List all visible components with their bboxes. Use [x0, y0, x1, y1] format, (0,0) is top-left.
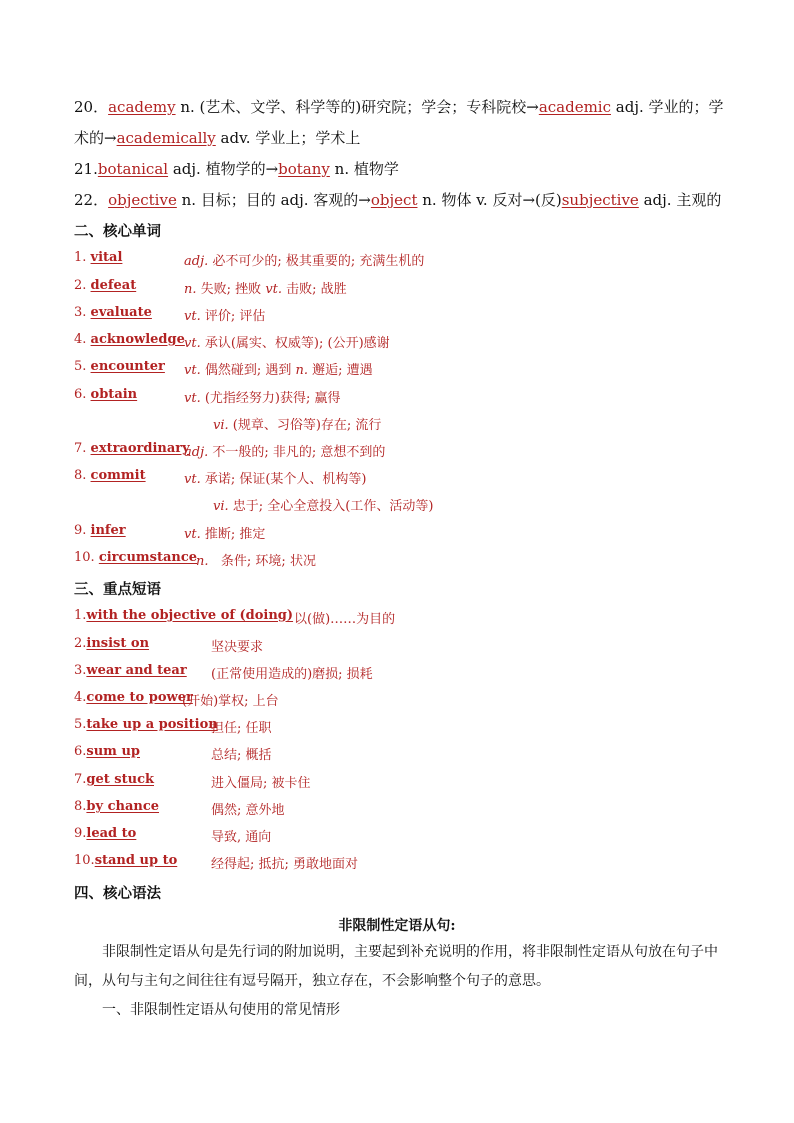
entry-20-cont: 术的→academically adv. 学业上；学术上: [74, 129, 361, 147]
phrase-row: 3.wear and tear (正常使用造成的)磨损; 损耗: [74, 663, 373, 682]
entry-21: 21.botanical adj. 植物学的→botany n. 植物学: [74, 160, 399, 178]
phrase-row: 2.insist on 坚决要求: [74, 636, 264, 655]
entry-derivative: subjective: [561, 191, 639, 209]
section-heading-key-phrases: 三、重点短语: [74, 581, 161, 598]
phrase-row: 6.sum up 总结; 概括: [74, 744, 272, 763]
word-row: 10. circumstance n. 条件; 环境; 状况: [74, 550, 316, 569]
entry-derivative: botany: [278, 160, 330, 178]
word-row: 8. commit vt. 承诺; 保证(某个人、机构等): [74, 468, 367, 487]
phrase-row: 5.take up a position 担任; 任职: [74, 717, 272, 736]
entry-20: 20．academy n. (艺术、文学、科学等的)研究院；学会；专科院校→academic adj. 学业的；学: [74, 98, 724, 116]
phrase-row: 9.lead to 导致, 通向: [74, 826, 272, 845]
grammar-title: 非限制性定语从句:: [338, 918, 456, 934]
word-row: 3. evaluate vt. 评价; 评估: [74, 305, 266, 324]
section-heading-core-grammar: 四、核心语法: [74, 885, 161, 902]
phrase-row: 8.by chance 偶然; 意外地: [74, 799, 285, 818]
phrase-row: 10.stand up to 经得起; 抵抗; 勇敢地面对: [74, 853, 359, 872]
entry-word: botanical: [97, 160, 169, 178]
entry-derivative: object: [370, 191, 418, 209]
section-heading-core-words: 二、核心单词: [74, 223, 161, 240]
word-row-continuation: vi. 忠于; 全心全意投入(工作、活动等): [213, 499, 434, 514]
word-row: 9. infer vt. 推断; 推定: [74, 523, 266, 542]
entry-word: objective: [108, 191, 177, 209]
phrase-row: 4.come to power (开始)掌权; 上台: [74, 690, 279, 709]
phrase-row: 7.get stuck 进入僵局; 被卡住: [74, 772, 311, 791]
entry-word: academy: [108, 98, 176, 116]
word-row: 4. acknowledge vt. 承认(属实、权威等); (公开)感谢: [74, 332, 390, 351]
phrase-row: 1.with the objective of (doing) 以(做)……为目的: [74, 608, 396, 627]
word-row: 6. obtain vt. (尤指经努力)获得; 赢得: [74, 387, 341, 406]
word-row: 7. extraordinary adj. 不一般的; 非凡的; 意想不到的: [74, 441, 386, 460]
word-row-continuation: vi. (规章、习俗等)存在; 流行: [213, 418, 382, 433]
entry-22: 22．objective n. 目标；目的 adj. 客观的→object n. 物体 v. 反对→(反)subjective adj. 主观的: [74, 191, 722, 209]
word-row: 2. defeat n. 失败; 挫败 vt. 击败; 战胜: [74, 278, 347, 297]
entry-derivative: academically: [116, 129, 216, 147]
word-row: 5. encounter vt. 偶然碰到; 遇到 n. 邂逅; 遭遇: [74, 359, 373, 378]
word-row: 1. vital adj. 必不可少的; 极其重要的; 充满生机的: [74, 250, 425, 269]
grammar-paragraph: 非限制性定语从句是先行词的附加说明，主要起到补充说明的作用，将非限制性定语从句放在句子中 间，从句与主句之间往往有逗号隔开，独立存在，不会影响整个句子的意思。 一、非限制性定语从句使用的常见情形: [74, 944, 718, 1018]
entry-derivative: academic: [538, 98, 611, 116]
